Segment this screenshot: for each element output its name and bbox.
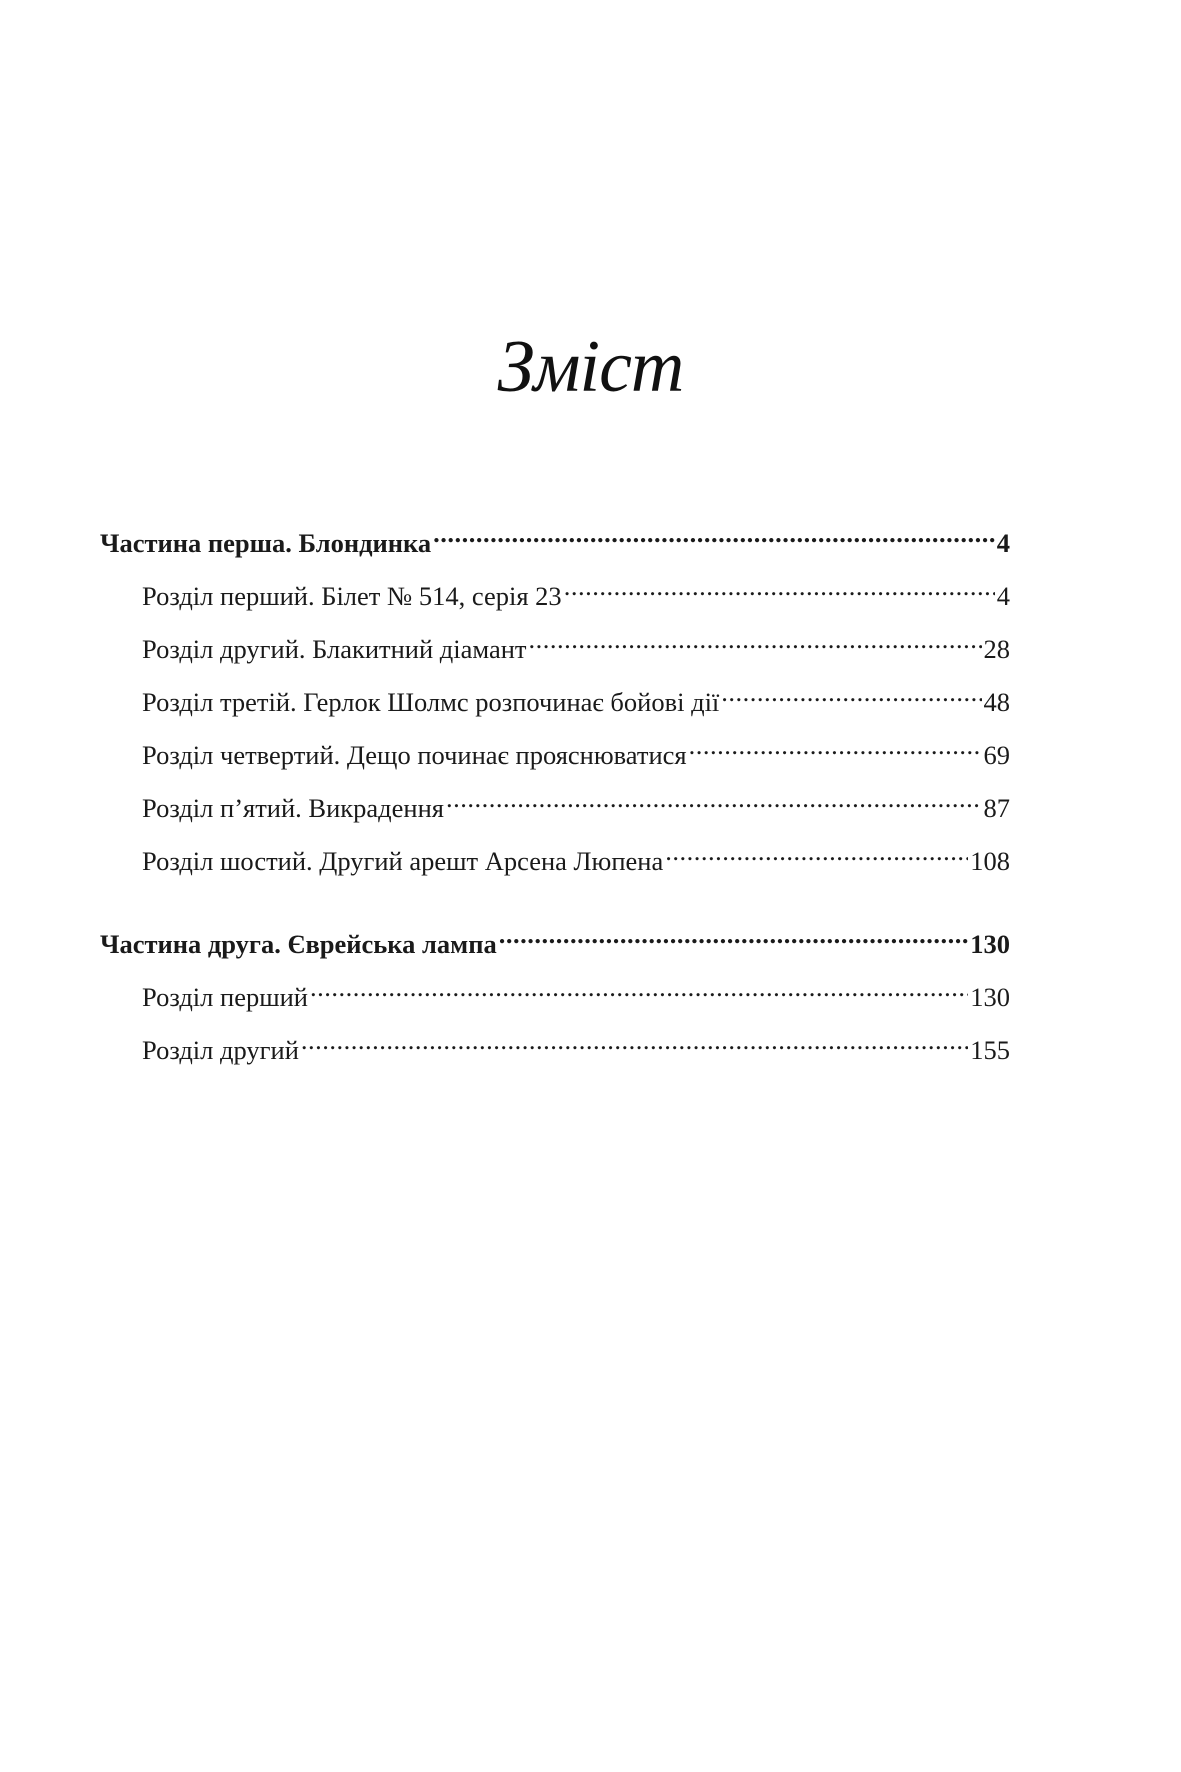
toc-chapter[interactable] [100,578,1010,631]
dot-leader [665,843,968,870]
toc-page-number: 4 [996,580,1010,611]
dot-leader [721,684,981,711]
toc-page-number: 155 [970,1034,1010,1065]
toc-chapter[interactable] [100,843,1010,896]
toc-page-number: 69 [983,739,1010,770]
dot-leader [301,1032,968,1059]
toc-chapter[interactable] [100,684,1010,737]
dot-leader [310,979,968,1006]
toc-page-number: 130 [970,981,1010,1012]
dot-leader [446,790,982,817]
toc-chapter-label: Розділ шостий. Другий арешт Арсена Люпена [142,845,664,876]
toc-page-number: 130 [970,928,1010,959]
page-title: Зміст [497,326,684,408]
toc-chapter[interactable] [100,631,1010,684]
dot-leader [433,525,995,552]
toc-chapter[interactable] [100,737,1010,790]
toc-page-number: 87 [983,792,1010,823]
toc-chapter-label: Розділ п’ятий. Викрадення [142,792,444,823]
toc-chapter-label: Розділ третій. Герлок Шолмс розпочинає бойові дії [142,686,720,717]
toc-part-label: Частина друга. Єврейська лампа [100,928,497,959]
toc-page-number: 4 [996,527,1010,558]
toc-page-number: 28 [983,633,1010,664]
dot-leader [564,578,995,605]
toc-chapter[interactable] [100,790,1010,843]
toc-chapter[interactable] [100,1032,1010,1085]
toc-page-number: 108 [970,845,1010,876]
toc-part-2[interactable] [100,926,1010,979]
dot-leader [529,631,982,658]
dot-leader [499,926,969,953]
toc-part-label: Частина перша. Блондинка [100,527,432,558]
toc-chapter-label: Розділ перший [142,981,308,1012]
toc-chapter-label: Розділ другий [142,1034,299,1065]
dot-leader [689,737,982,764]
toc-chapter-label: Розділ перший. Білет № 514, серія 23 [142,580,562,611]
toc-chapter[interactable] [100,979,1010,1032]
toc-chapter-label: Розділ другий. Блакитний діамант [142,633,527,664]
toc-page-number: 48 [983,686,1010,717]
toc-part-1[interactable] [100,525,1010,578]
toc-chapter-label: Розділ четвертий. Дещо починає прояснюватися [142,739,687,770]
table-of-contents [100,525,1010,1085]
